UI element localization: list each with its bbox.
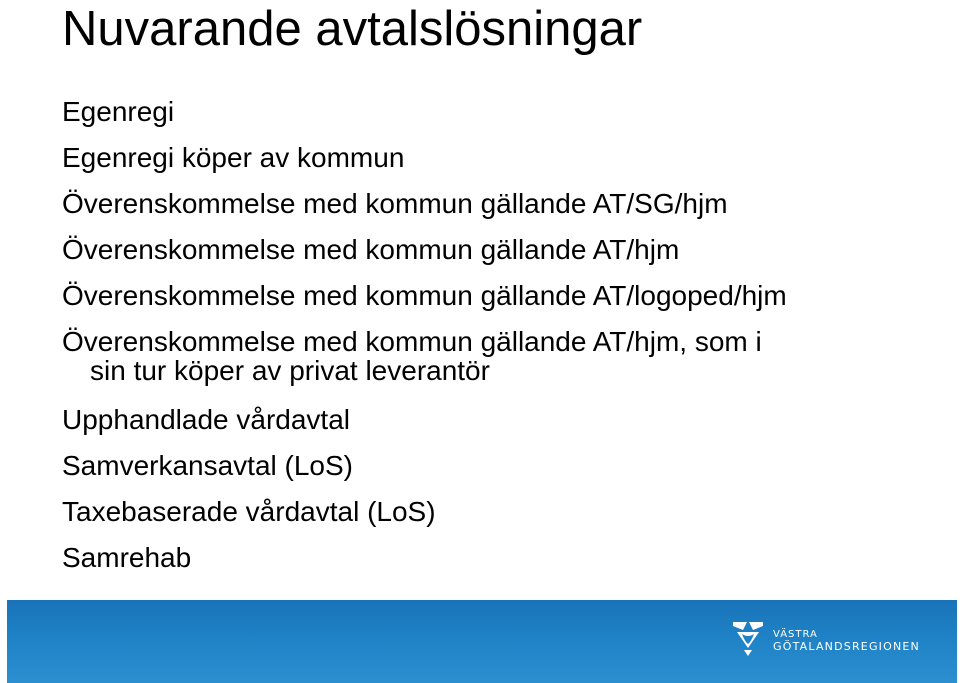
list-item [62,181,912,227]
list-item-text: Egenregi [62,96,175,127]
list-item [62,443,912,489]
logo-line-2: GÖTALANDSREGIONEN [773,639,920,653]
list-item-text: Överenskommelse med kommun gällande AT/logoped/hjm [62,280,787,311]
list-item-text: Överenskommelse med kommun gällande AT/hjm, som i [62,326,762,357]
list-item [62,489,912,535]
list-item-text: Egenregi köper av kommun [62,142,405,173]
logo-line-1: VÄSTRA [773,628,818,640]
list-item-text: Överenskommelse med kommun gällande AT/hjm [62,234,680,265]
list-item [62,89,912,135]
list-item-text: Överenskommelse med kommun gällande AT/SG/hjm [62,188,728,219]
list-item-text: Samverkansavtal (LoS) [62,450,354,481]
list-item [62,273,912,319]
list-item-continuation: sin tur köper av privat leverantör [90,355,490,386]
list-item-text: Upphandlade vårdavtal [62,404,350,435]
organization-logo [731,618,920,663]
list-item-text: Taxebaserade vårdavtal (LoS) [62,496,436,527]
list-item [62,397,912,443]
vgr-logo-icon [731,618,765,663]
list-item-text: Samrehab [62,542,192,573]
list-item [62,319,912,397]
list-item [62,135,912,181]
list-item [62,227,912,273]
avtal-list [62,89,912,581]
list-item [62,535,912,581]
slide-title: Nuvarande avtalslösningar [62,2,643,56]
